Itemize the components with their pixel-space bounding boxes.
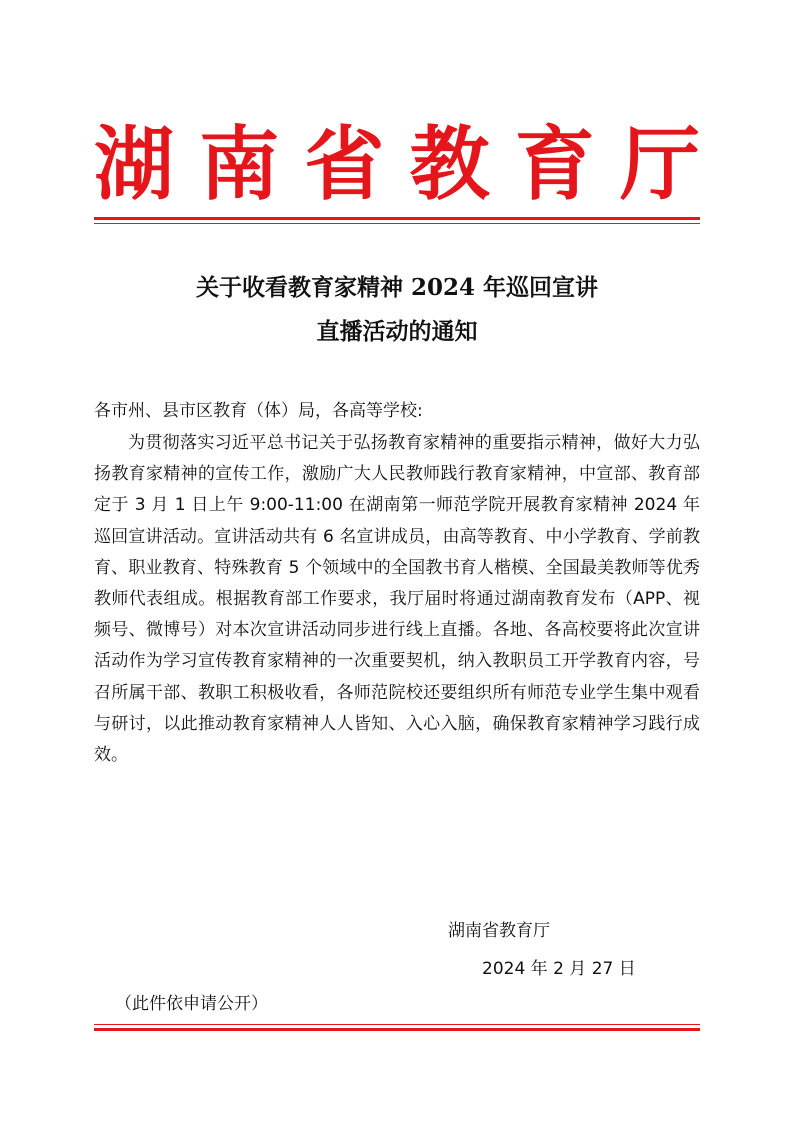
masthead-char: 南 xyxy=(199,117,280,211)
salutation: 各市州、县市区教育（体）局，各高等学校: xyxy=(94,401,423,421)
footer-divider-thin xyxy=(94,1024,700,1025)
masthead-char: 厅 xyxy=(619,117,700,211)
footer-divider-thick xyxy=(94,1028,700,1031)
signature-date: 2024 年 2 月 27 日 xyxy=(482,959,636,979)
masthead-char: 省 xyxy=(304,117,385,211)
document-title-line-2: 直播活动的通知 xyxy=(316,318,478,345)
body-paragraph xyxy=(94,428,700,771)
disclosure-note: （此件依申请公开） xyxy=(115,994,268,1014)
header-divider-thick xyxy=(94,217,700,220)
masthead-char: 教 xyxy=(409,117,490,211)
signature-org: 湖南省教育厅 xyxy=(448,921,550,941)
document-title-line-1: 关于收看教育家精神 2024 年巡回宣讲 xyxy=(195,274,599,301)
issuer-masthead xyxy=(94,118,700,210)
body-text: 为贯彻落实习近平总书记关于弘扬教育家精神的重要指示精神，做好大力弘扬教育家精神的宣传工作，激励广大人民教师践行教育家精神，中宣部、教育部定于 3 月 1 日上午 9:00-11:00 在湖南第一师范学院开展教育家精神 2024 年巡回宣讲活动。宣讲活动共有 6 名宣讲成员，由高等教育、中小学教育、学前教育、职业教育、特殊教育 5 个领域中的全国教书育人楷模、全国最美教师等优秀教师代表组成。根据教育部工作要求，我厅届时将通过湖南教育发布（APP、视频号、微博号）对本次宣讲活动同步进行线上直播。各地、各高校要将此次宣讲活动作为学习宣传教育家精神的一次重要契机，纳入教职员工开学教育内容，号召所属干部、教职工积极收看，各师范院校还要组织所有师范专业学生集中观看与研讨，以此推动教育家精神人人皆知、入心入脑，确保教育家精神学习践行成效。 xyxy=(94,433,700,766)
header-divider-thin xyxy=(94,223,700,224)
masthead-char: 育 xyxy=(514,117,595,211)
masthead-char: 湖 xyxy=(94,117,174,211)
